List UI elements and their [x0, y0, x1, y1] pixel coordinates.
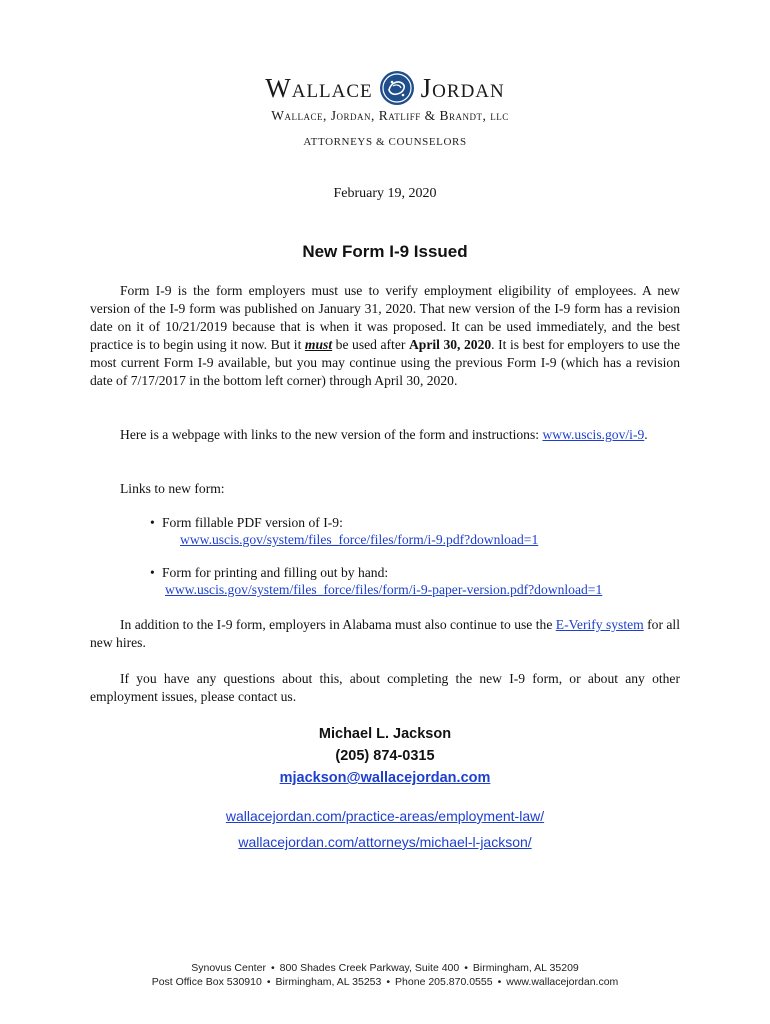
list-item [150, 514, 343, 532]
paragraph-questions: If you have any questions about this, about completing the new I-9 form, or about any other employment issues, please contact us. [90, 671, 680, 704]
paragraph4-text: In addition to the I-9 form, employers in Alabama must also continue to use the [120, 617, 556, 632]
footer-city: Birmingham, AL 35209 [472, 962, 579, 974]
bullet-label: Form for printing and filling out by hand: [162, 565, 389, 580]
firm-seal-icon [379, 70, 415, 106]
paragraph-form-i9-intro [90, 282, 680, 390]
separator-icon: • [464, 962, 468, 974]
footer-po-box: Post Office Box 530910 [151, 976, 262, 988]
fillable-pdf-link[interactable]: www.uscis.gov/system/files_force/files/form/i-9.pdf?download=1 [180, 532, 539, 547]
paragraph2-text: Here is a webpage with links to the new version of the form and instructions: [120, 427, 543, 442]
paragraph1-text-a: Form I-9 is the form employers must use to verify employment eligibility of employees. A new version of the I-9 form was published on January 31, 2020. That new version of the I-9 form has a revision date on it of 10/21/2019 because that is when it was proposed. It can be used immediately, and the best practice is to begin using it now. But it [90, 283, 680, 352]
contact-name: Michael L. Jackson [318, 726, 452, 742]
footer-address-line-1 [0, 962, 770, 974]
attorney-profile-link[interactable]: wallacejordan.com/attorneys/michael-l-jackson/ [238, 834, 532, 850]
bullet-icon: • [150, 515, 155, 530]
paragraph-everify [90, 616, 680, 652]
footer-building: Synovus Center [191, 962, 266, 974]
contact-email-link[interactable]: mjackson@wallacejordan.com [279, 770, 491, 786]
letterhead-logo [0, 70, 770, 106]
contact-phone: (205) 874-0315 [335, 748, 435, 764]
letter-date: February 19, 2020 [333, 186, 437, 201]
firm-name-left: Wallace [265, 72, 373, 103]
paragraph1-text-b: be used after [332, 337, 409, 352]
firm-name-right: Jordan [420, 72, 505, 103]
employment-law-link[interactable]: wallacejordan.com/practice-areas/employment-law/ [225, 808, 545, 824]
firm-full-name: Wallace, Jordan, Ratliff & Brandt, llc [271, 108, 509, 123]
everify-link[interactable]: E-Verify system [555, 617, 644, 632]
paragraph2-end: . [644, 427, 648, 442]
paragraph1-text-c: . It is best for employers to use the most current Form I-9 available, but you may continue using the previous Form I-9 (which has a revision date of 7/17/2017 in the bottom left corner) through April 30, 2020. [90, 337, 680, 388]
footer-address-line-2 [0, 976, 770, 988]
footer-website: www.wallacejordan.com [506, 976, 619, 988]
footer-street: 800 Shades Creek Parkway, Suite 400 [279, 962, 460, 974]
uscis-i9-link[interactable]: www.uscis.gov/i-9 [542, 427, 645, 442]
paragraph-webpage-links [90, 426, 680, 444]
bullet-label: Form fillable PDF version of I-9: [162, 515, 343, 530]
list-item [150, 564, 388, 582]
page-title: New Form I-9 Issued [302, 242, 468, 261]
separator-icon: • [266, 976, 271, 988]
paper-version-link[interactable]: www.uscis.gov/system/files_force/files/form/i-9-paper-version.pdf?download=1 [165, 582, 603, 597]
footer-po-city: Birmingham, AL 35253 [275, 976, 382, 988]
paragraph-links-heading: Links to new form: [120, 481, 225, 496]
deadline-date: April 30, 2020 [408, 337, 492, 352]
emphasis-must: must [304, 337, 333, 352]
footer-phone: Phone 205.870.0555 [395, 976, 493, 988]
separator-icon: • [497, 976, 502, 988]
firm-tagline: ATTORNEYS & COUNSELORS [303, 136, 467, 148]
separator-icon: • [386, 976, 391, 988]
bullet-icon: • [150, 565, 155, 580]
separator-icon: • [270, 962, 275, 974]
paragraph4-end: for all new hires. [90, 617, 680, 650]
